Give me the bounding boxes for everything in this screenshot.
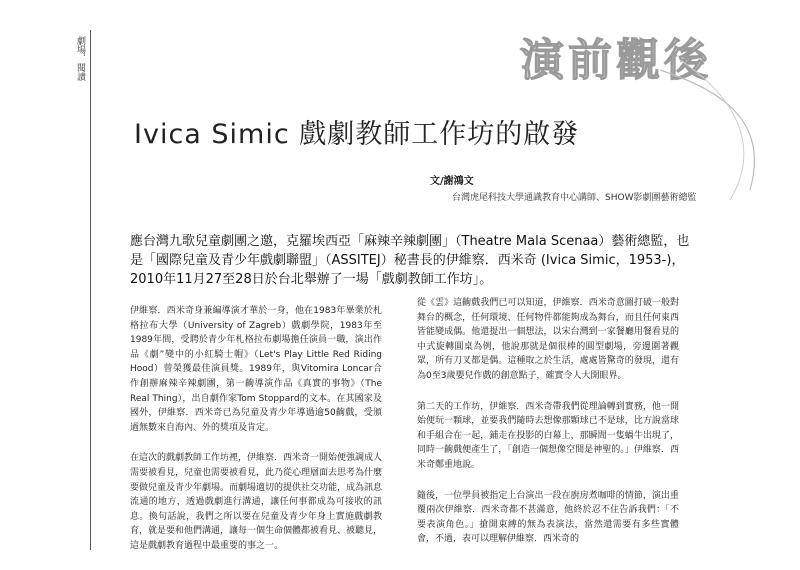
body-paragraph: 從《雲》這齣戲我們已可以知道，伊維察．西米奇意圖打破一般對舞台的概念，任何環境、任何物件都能夠成為舞台，而且任何東西皆能變成偶。他還提出一個想法，以宋台灣到一家餐廳用餐看見的中式旋轉圓桌為例，他說那就是個很棒的圓型劇場，旁邊圍著觀眾，所有刀叉都是偶。這種取之於生活，處處皆驚奇的發現，還有為0至3歲嬰兒作戲的創意點子，確實令人大開眼界。 <box>417 298 679 381</box>
lead-paragraph: 應台灣九歌兒童劇團之邀，克羅埃西亞「麻辣辛辣劇團」（Theatre Mala Scenaa）藝術總監，也是「國際兒童及青少年戲劇聯盟」（ASSITEJ）秘書長的伊維察．西米奇 (Ivica Simic，1953-)，2010年11月27至28日於台北舉辦了一場「戲劇教師工作坊」。 <box>130 234 690 287</box>
body-column-left <box>130 304 382 570</box>
body-column-right <box>417 296 679 563</box>
body-paragraph: 伊維察．西米奇身兼編導演才華於一身，他在1983年畢業於札格拉布大學（University of Zagreb）戲劇學院，1983年至1989年間，受聘於青少年札格拉布劇場擔任演員一職，演出作品《劇”變中的小紅騎士帽》（Let's Play Little Red Riding Hood）曾榮獲最佳演員獎。1989年，與Vitomira Loncar合作創辦麻辣辛辣劇團，第一齣導演作品《真實的事物》（The Real Thing），出自劇作家Tom Stoppard的文本。在其國家及國外，伊維察．西米奇已為兒童及青少年導過逾50齣戲，受頒過無數來自海內、外的獎項及肯定。 <box>130 306 382 433</box>
body-paragraph: 在這次的戲劇教師工作坊裡，伊維察．西米奇一開始便強調成人需要被看見，兒童也需要被看見，此乃從心理層面去思考為什麼要做兒童及青少年劇場。而劇場適切的提供社交功能，成為訊息流通的地方，透過戲劇進行溝通，讓任何事都成為可接收的訊息。換句話說，我們之所以要在兒童及青少年身上實施戲劇教育，就是要和他們溝通，讓每一個生命個體都被看見、被聽見，這是戲劇教育過程中最重要的事之一。 <box>130 453 383 551</box>
header-title: 演前觀後 <box>520 35 712 86</box>
byline: 文/謝鴻文 <box>430 176 474 187</box>
margin-rule <box>90 30 91 550</box>
section-tag: 劇場．閱讀 <box>75 36 85 81</box>
swirl-decoration-icon <box>640 60 780 200</box>
body-paragraph: 第二天的工作坊，伊維察．西米奇帶我們從理論轉到實務，他一開始便玩一顆球，並要我們隨時去想像那顆球已不是球，比方說當球和手組合在一起，鋪走在投影的白幕上，那瞬間一隻蝸牛出現了，同時一齣戲便產生了，「創造一個想像空間是神聖的。」伊維察．西米奇鄭重地說。 <box>417 401 679 470</box>
author-affiliation: 台灣虎尾科技大學通識教育中心講師、SHOW影劇團藝術總監 <box>452 193 697 203</box>
body-paragraph: 隨後，一位學員被指定上台演出一段在廚房煮咖啡的情節，演出重覆兩次伊維察．西米奇都不甚滿意，他終於忍不住告訴我們：「不要表演角色。」搶開束縛的無為表演法，當然還需要有多些實體會，不過，表可以理解伊維察．西米奇的 <box>417 490 679 545</box>
article-title: Ivica Simic 戲劇教師工作坊的啟發 <box>134 119 580 150</box>
